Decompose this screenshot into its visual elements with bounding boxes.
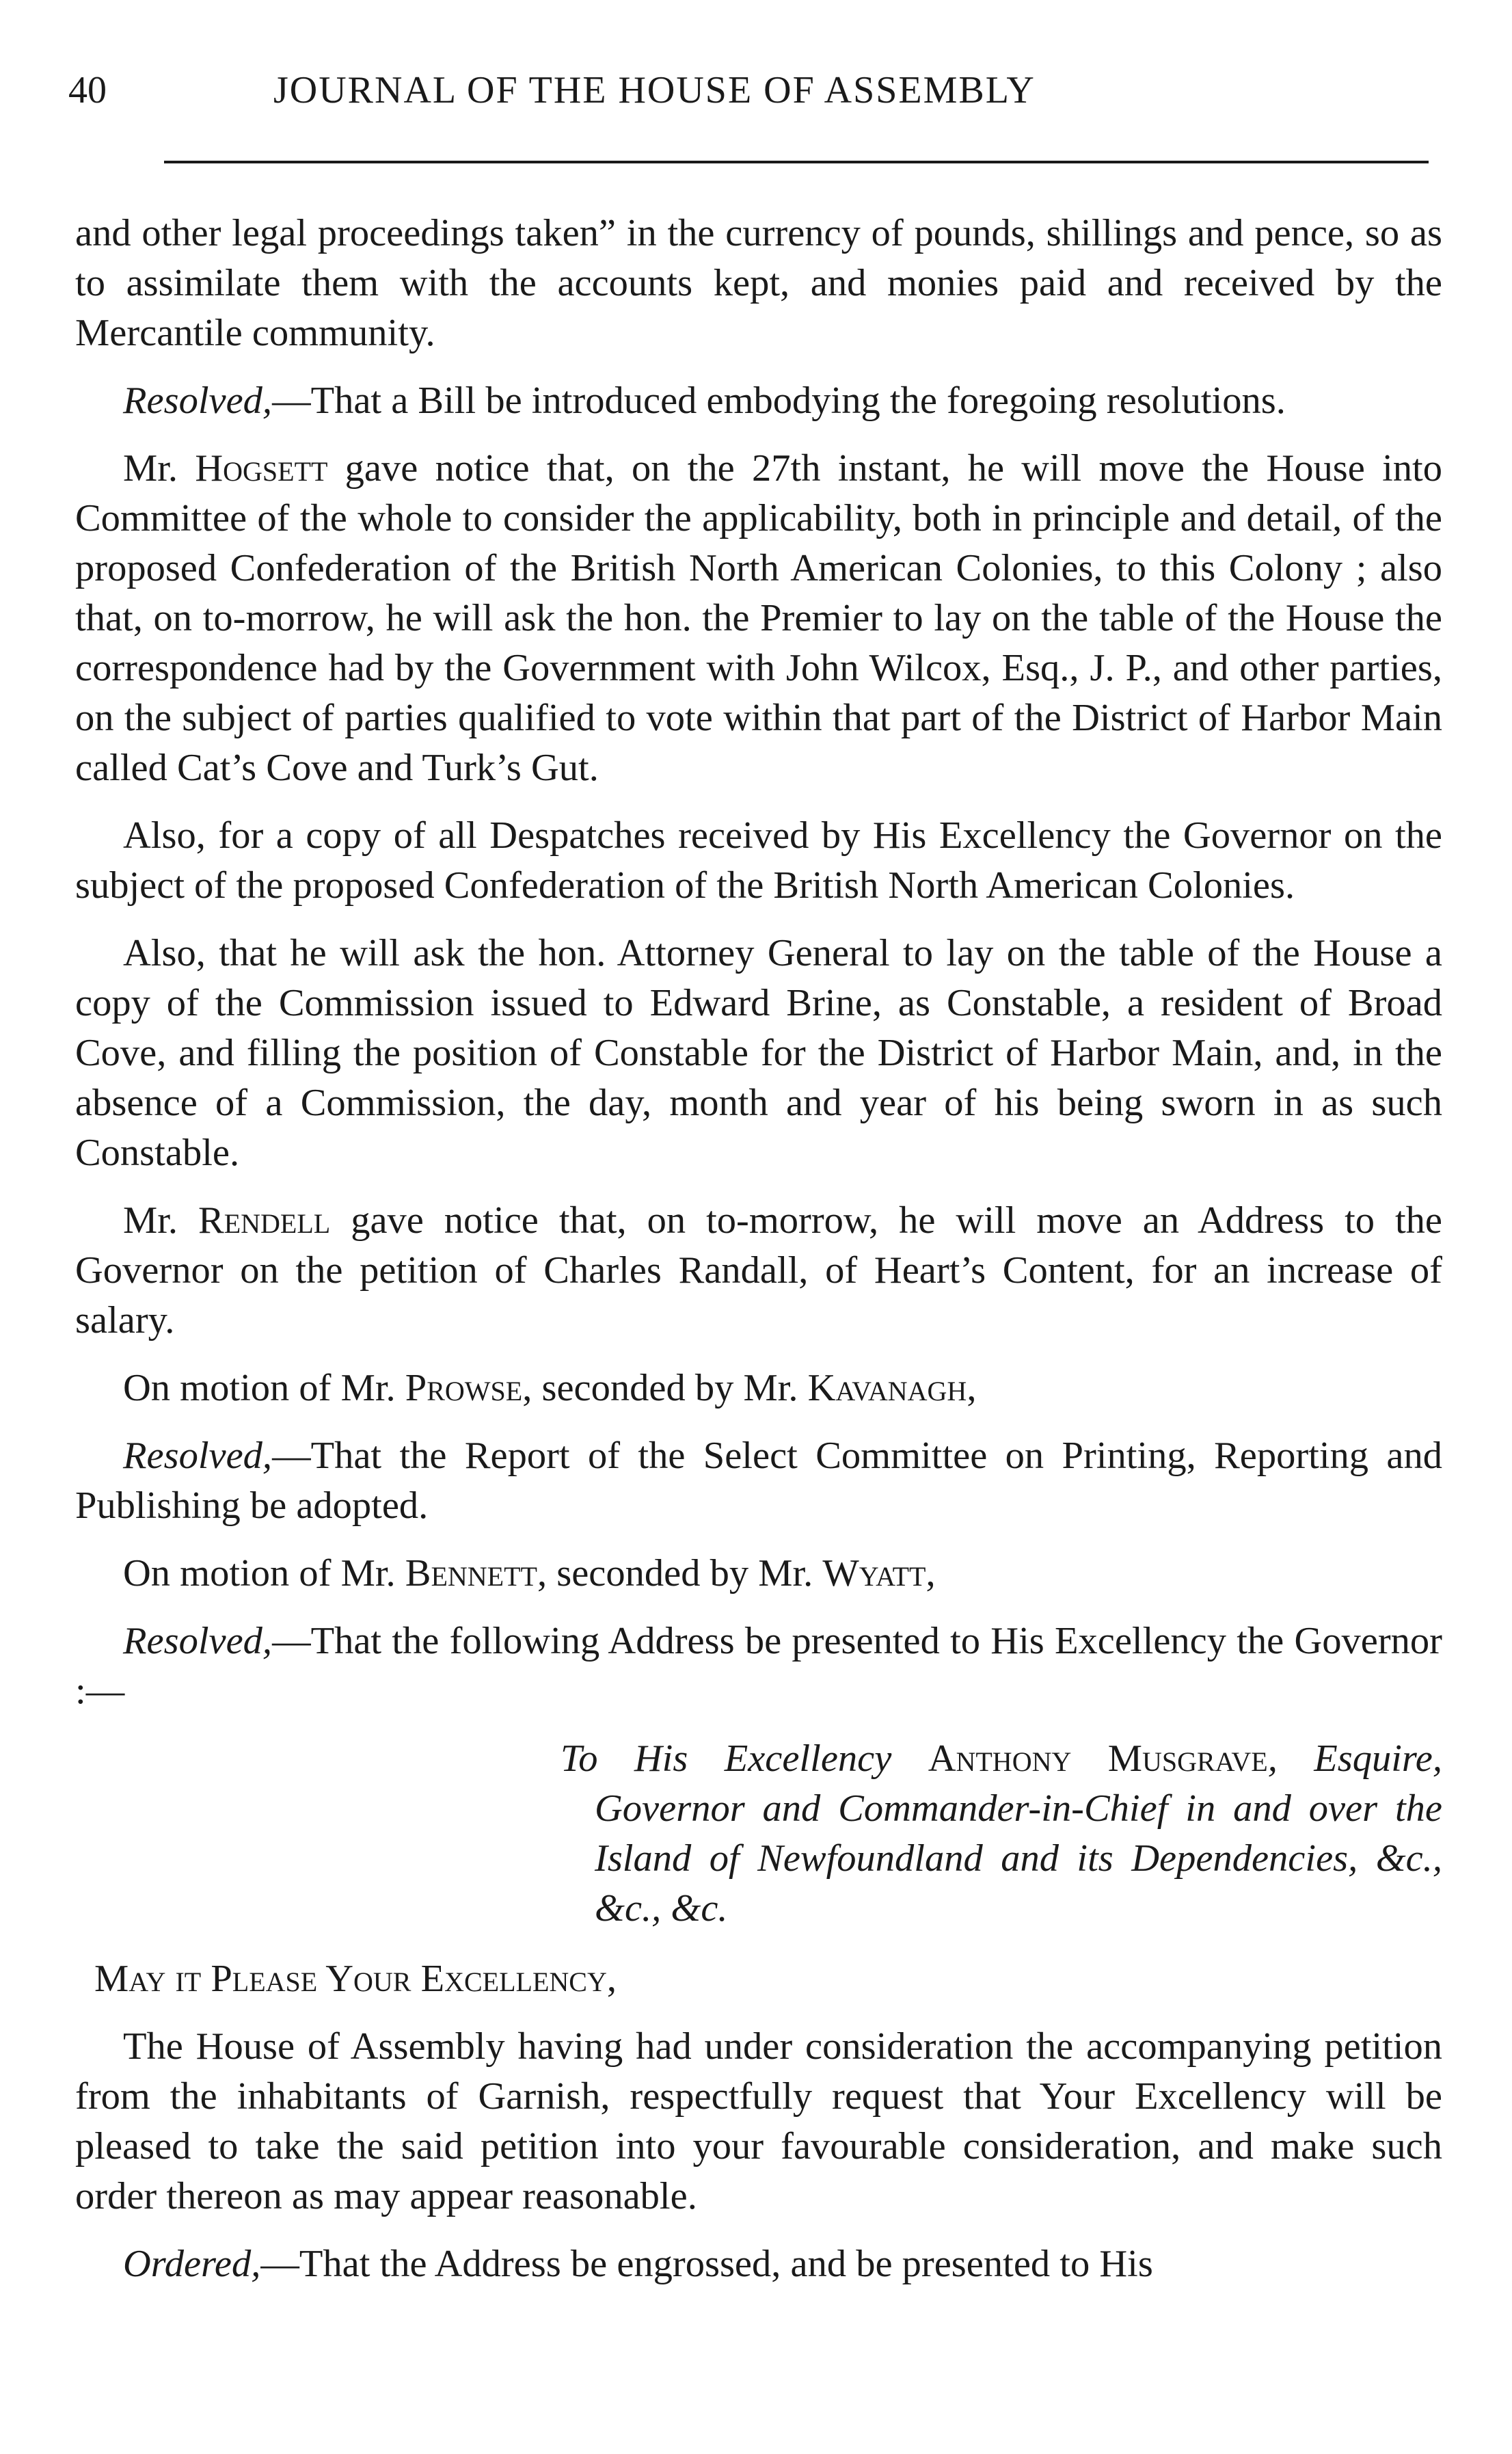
paragraph-resolved-address: Resolved,—That the following Address be presented to His Excellency the Governor :— — [75, 1620, 1442, 1712]
member-name: Rendell — [198, 1199, 331, 1242]
paragraph-resolved-bill: Resolved,—That a Bill be introduced embodying the foregoing resolutions. — [123, 379, 1286, 422]
paragraph-commission: Also, that he will ask the hon. Attorney General to lay on the table of the House a copy of the Commission issued to Edward Brine, as Constable, a resident of Broad Cove, and filling the position of Constable for the District of Harbor Main, and, in the absence of a Commission, the day, month and year of his being sworn in as such Constable. — [75, 932, 1442, 1174]
member-name: Hogsett — [195, 447, 328, 490]
paragraph-motion-bennett: On motion of Mr. Bennett, seconded by Mr. Wyatt, — [123, 1552, 936, 1595]
running-head: JOURNAL OF THE HOUSE OF ASSEMBLY — [273, 69, 1036, 111]
resolved-label: Resolved, — [123, 379, 273, 422]
member-name: Bennett — [405, 1552, 537, 1595]
ordered-label: Ordered, — [123, 2243, 261, 2285]
paragraph-continuation: and other legal proceedings taken” in the currency of pounds, shillings and pence, so as to assimilate them with the accounts kept, and monies paid and received by the Mercantile community. — [75, 212, 1442, 354]
body-text — [75, 209, 1442, 2307]
member-name: Wyatt — [822, 1552, 926, 1595]
address-heading: To His Excellency Anthony Musgrave, Esquire, Governor and Commander-in-Chief in and over the Island of Newfoundland and its Dependencies, &c., &c., &c. — [561, 1737, 1442, 1930]
member-name: Kavanagh — [807, 1367, 967, 1409]
page-header — [68, 41, 1429, 123]
governor-name: Anthony Musgrave — [928, 1737, 1268, 1780]
paragraph-motion-prowse: On motion of Mr. Prowse, seconded by Mr. Kavanagh, — [123, 1367, 977, 1409]
header-rule — [164, 161, 1429, 163]
paragraph-resolved-report: Resolved,—That the Report of the Select Committee on Printing, Reporting and Publishing be adopted. — [75, 1435, 1442, 1527]
member-name: Prowse — [405, 1367, 523, 1409]
resolved-label: Resolved, — [123, 1435, 273, 1477]
page-number: 40 — [68, 69, 107, 111]
paragraph-ordered: Ordered,—That the Address be engrossed, and be presented to His — [123, 2243, 1153, 2285]
paragraph-despatches: Also, for a copy of all Despatches received by His Excellency the Governor on the subject of the proposed Confederation of the British North American Colonies. — [75, 814, 1442, 907]
paragraph-rendell-notice: Mr. Rendell gave notice that, on to-morrow, he will move an Address to the Governor on the petition of Charles Randall, of Heart’s Content, for an increase of salary. — [75, 1199, 1443, 1342]
paragraph-hogsett-notice: Mr. Hogsett gave notice that, on the 27th instant, he will move the House into Committee of the whole to consider the applicability, both in principle and detail, of the proposed Confederation of the British North American Colonies, to this Colony ; also that, on to-morrow, he will ask the hon. the Premier to lay on the table of the House the correspondence had by the Government with John Wilcox, Esq., J. P., and other parties, on the subject of parties qualified to vote within that part of the District of Harbor Main called Cat’s Cove and Turk’s Gut. — [75, 447, 1442, 789]
resolved-label: Resolved, — [123, 1620, 273, 1662]
salutation: May it Please Your Excellency, — [94, 1958, 617, 2000]
paragraph-address-body: The House of Assembly having had under consideration the accompanying petition from the inhabitants of Garnish, respectfully request that Your Excellency will be pleased to take the said petition into your favourable consideration, and make such order thereon as may appear reasonable. — [75, 2025, 1442, 2217]
